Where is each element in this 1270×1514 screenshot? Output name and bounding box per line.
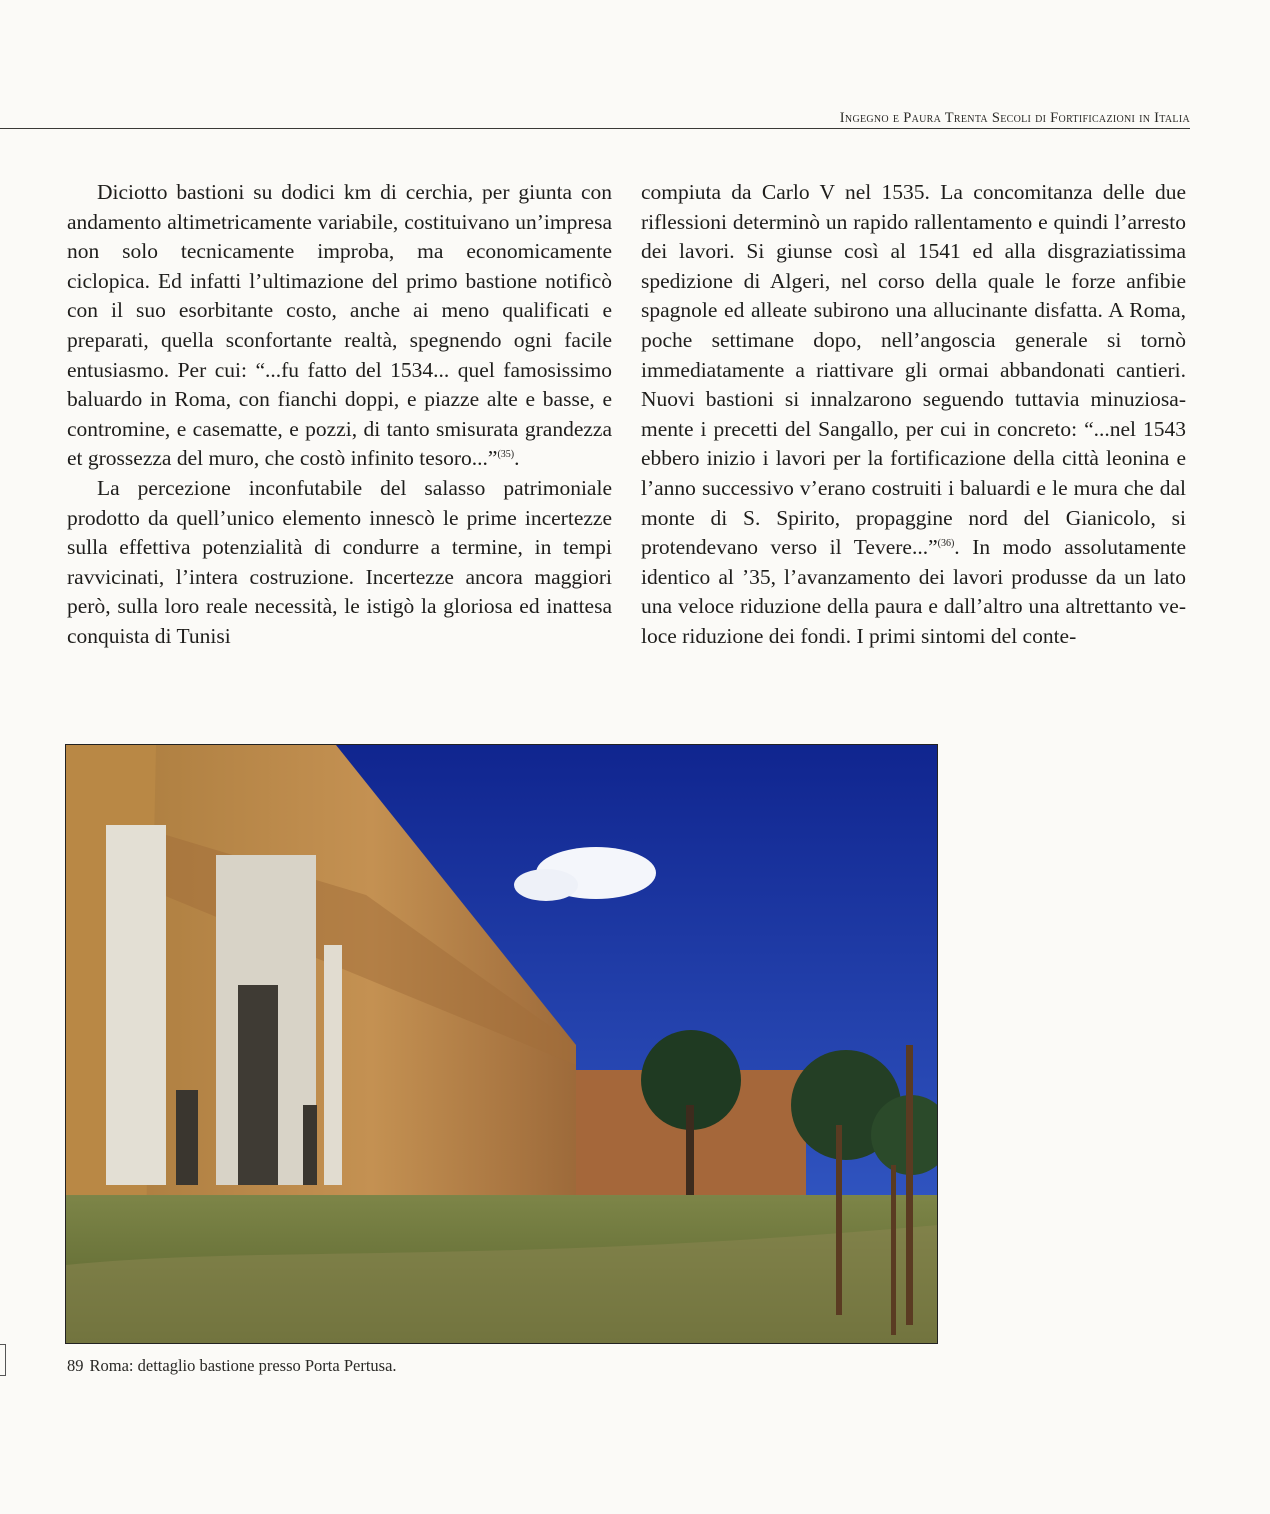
footnote-ref[interactable]: (35) [497,449,515,461]
sapling-stake [836,1125,842,1315]
sapling-stake [906,1045,913,1325]
caption-text: Roma: dettaglio bastione presso Porta Pertusa. [89,1356,397,1375]
bastion-photo [65,744,938,1344]
paragraph-text: . In modo assolutamente identico al ’35, l’avanzamento dei lavori produsse da un lato una veloce riduzione della paura e dall’altro una altrettanto veloce riduzione dei fondi. I primi sintomi del conte- [641,535,1186,648]
text-column-right [641,178,1186,652]
paragraph [641,178,1186,652]
stone-pilaster [106,825,166,1185]
header-rule [0,128,1190,129]
tree-trunk [686,1105,694,1205]
running-header: Ingegno e Paura Trenta Secoli di Fortificazioni in Italia [839,110,1190,126]
stone-pilaster [324,945,342,1185]
side-door [303,1105,317,1185]
paragraph: La percezione inconfutabile del salasso patrimoniale prodotto da quell’unico elemento innescò le prime incertezze sulla effettiva potenzialità di condurre a termine, in tempi ravvicinati, l’intera costruzione. Incertezze ancora maggiori però, sulla loro reale necessità, le istigò la gloriosa ed inattesa conquista di Tunisi [67,475,612,648]
footnote-ref[interactable]: (36) [937,538,955,550]
paragraph-text: Diciotto bastioni su dodici km di cerchia, per giunta con andamento altimetricamente variabile, costituivano un’impresa non solo tecnicamente improba, ma economicamente ciclopica. Ed infatti l’ultimazione del primo bastione notificò con il suo esorbitante costo, anche ai meno qualificati e preparati, quella sconfortante realtà, spegnendo ogni facile entusiasmo. Per cui: “...fu fatto del 1534... quel famosissimo baluardo in Roma, con fianchi doppi, e piazze alte e basse, e contromine, e casematte, e pozzi, di tanto smisurata grandezza et grossezza del muro, che costò infinito tesoro...” [67,180,612,471]
text-column-left [67,178,612,652]
paragraph-text: compiuta da Carlo V nel 1535. La concomitanza delle due riflessioni determinò un rapido rallentamento e quindi l’arresto dei lavori. Si giunse così al 1541 ed alla disgraziatissima spedizione di Algeri, nel corso della quale le forze anfibie spagnole ed alleate subirono una allucinante disfatta. A Roma, poche settimane dopo, nell’angoscia generale si tornò immediatamente a riattivare gli ormai abbandonati cantieri. Nuovi bastioni si innalzarono seguendo tuttavia minuziosamente i precetti del Sangallo, per cui in concreto: “...nel 1543 ebbero inizio i lavori per la fortificazione della città leonina e l’anno successivo v’erano costruiti i baluardi e le mura che dal monte di S. Spirito, propaggine nord del Gianicolo, si protendevano verso il Tevere...” [641,180,1186,560]
paragraph-text: . [514,446,520,471]
crop-mark [0,1344,6,1376]
figure-number: 89 [67,1356,84,1375]
photo-illustration [66,745,938,1344]
sapling-stake [891,1165,896,1335]
cloud [514,869,578,901]
side-door [176,1090,198,1185]
paragraph [67,178,612,474]
gate-doorway [238,985,278,1185]
figure-caption [67,1356,397,1376]
